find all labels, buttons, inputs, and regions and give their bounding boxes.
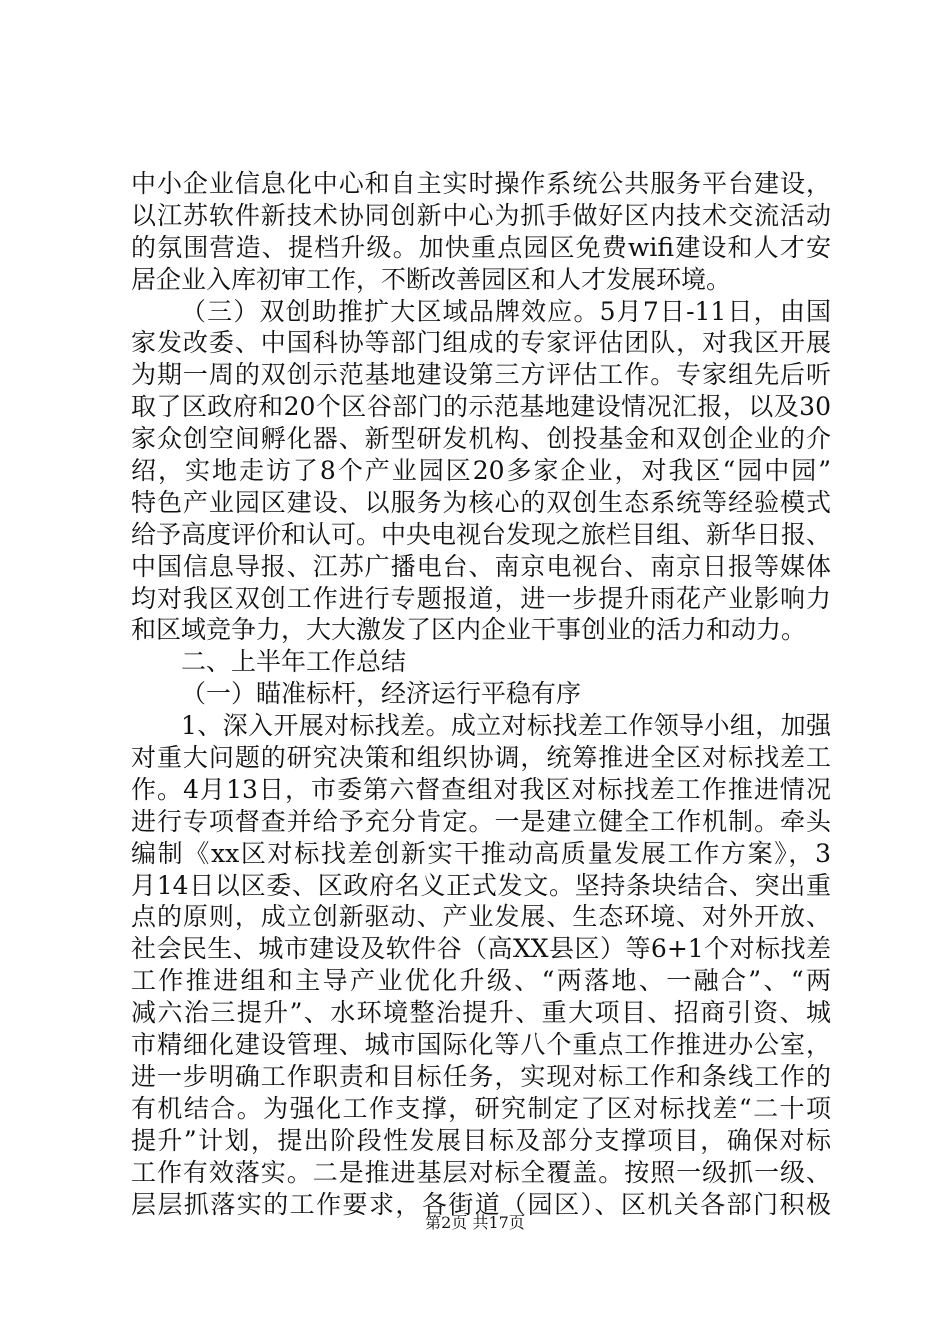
text-line: 给予高度评价和认可。中央电视台发现之旅栏目组、新华日报、 <box>131 519 832 549</box>
text-line: 市精细化建设管理、城市国际化等八个重点工作推进办公室， <box>131 1030 831 1060</box>
text-line: 为期一周的双创示范基地建设第三方评估工作。专家组先后听 <box>131 360 831 390</box>
text-line: 有机结合。为强化工作支撑，研究制定了区对标找差“二十项 <box>131 1093 831 1123</box>
text-line: 点的原则，成立创新驱动、产业发展、生态环境、对外开放、 <box>131 902 831 932</box>
text-line: 进一步明确工作职责和目标任务，实现对标工作和条线工作的 <box>131 1061 831 1091</box>
section-heading: 二、上半年工作总结 <box>181 647 407 677</box>
text-line: 家发改委、中国科协等部门组成的专家评估团队，对我区开展 <box>131 328 831 358</box>
text-line: 工作有效落实。二是推进基层对标全覆盖。按照一级抓一级、 <box>131 1157 831 1187</box>
text-line: 特色产业园区建设、以服务为核心的双创生态系统等经验模式 <box>131 487 831 517</box>
page-number-footer: 第2页 共17页 <box>425 1213 525 1232</box>
text-line: 和区域竞争力，大大激发了区内企业干事创业的活力和动力。 <box>131 615 807 645</box>
text-line: 作。4月13日，市委第六督查组对我区对标找差工作推进情况 <box>131 774 831 804</box>
text-line: （三）双创助推扩大区域品牌效应。5月7日-11日，由国 <box>181 296 831 326</box>
text-line: 编制《xx区对标找差创新实干推动高质量发展工作方案》，3 <box>131 838 831 868</box>
text-line: 提升”计划，提出阶段性发展目标及部分支撑项目，确保对标 <box>131 1125 831 1155</box>
text-line: 对重大问题的研究决策和组织协调，统筹推进全区对标找差工 <box>131 743 831 773</box>
text-line: 家众创空间孵化器、新型研发机构、创投基金和双创企业的介 <box>131 424 831 454</box>
text-line: 月14日以区委、区政府名义正式发文。坚持条块结合、突出重 <box>131 870 831 900</box>
subsection-heading: （一）瞄准标杆，经济运行平稳有序 <box>181 679 582 709</box>
text-line: 取了区政府和20个区谷部门的示范基地建设情况汇报，以及30 <box>131 392 831 422</box>
text-line: 层层抓落实的工作要求，各街道（园区）、区机关各部门积极 <box>131 1189 831 1219</box>
text-line: 居企业入库初审工作，不断改善园区和人才发展环境。 <box>131 264 732 294</box>
text-line: 中国信息导报、江苏广播电台、南京电视台、南京日报等媒体 <box>131 551 831 581</box>
text-line: 减六治三提升”、水环境整治提升、重大项目、招商引资、城 <box>131 998 831 1028</box>
text-line: 以江苏软件新技术协同创新中心为抓手做好区内技术交流活动 <box>131 200 831 230</box>
text-line: 1、深入开展对标找差。成立对标找差工作领导小组，加强 <box>181 711 831 741</box>
body-text <box>131 168 831 1220</box>
text-line: 的氛围营造、提档升级。加快重点园区免费wifi建设和人才安 <box>131 232 831 262</box>
text-line: 均对我区双创工作进行专题报道，进一步提升雨花产业影响力 <box>131 583 831 613</box>
text-line: 进行专项督查并给予充分肯定。一是建立健全工作机制。牵头 <box>131 806 831 836</box>
text-line: 中小企业信息化中心和自主实时操作系统公共服务平台建设， <box>131 169 831 198</box>
text-line: 工作推进组和主导产业优化升级、“两落地、一融合”、“两 <box>131 966 831 996</box>
text-line: 绍，实地走访了8个产业园区20多家企业，对我区“园中园” <box>131 456 831 486</box>
text-line: 社会民生、城市建设及软件谷（高XX县区）等6+1个对标找差 <box>131 934 831 964</box>
